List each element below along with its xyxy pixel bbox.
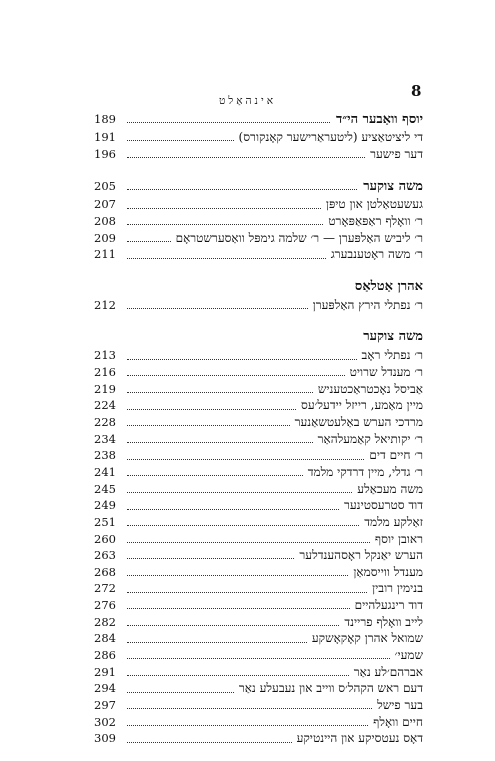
dot-leader bbox=[127, 641, 307, 643]
entry-title: די ליציטאַציע (ליטעראַרישער קאָנקורס) bbox=[238, 130, 423, 144]
dot-leader bbox=[127, 508, 339, 510]
entry-title: חיים וואָלף bbox=[373, 714, 423, 729]
entry-title: ר׳ משה ראָטענבערג bbox=[330, 247, 423, 262]
dot-leader bbox=[127, 257, 326, 259]
dot-leader bbox=[127, 458, 364, 460]
entry-title: לייב וואָלף פריינד bbox=[344, 614, 423, 629]
entry-title: געשעטאַלטן און טיפּן bbox=[325, 197, 423, 212]
entry-page-number: 209 bbox=[94, 230, 116, 245]
toc-section bbox=[94, 109, 423, 162]
entry-page-number: 297 bbox=[94, 697, 116, 712]
dot-leader bbox=[127, 574, 348, 576]
entry-page-number: 309 bbox=[94, 731, 116, 746]
toc-entry bbox=[94, 514, 423, 531]
entry-title: משה מעכאַלע bbox=[357, 481, 423, 496]
toc-section bbox=[94, 176, 423, 263]
author-name: יוסף וואַבער הי״ד bbox=[335, 112, 423, 127]
toc-entry bbox=[94, 647, 423, 664]
entry-page-number: 276 bbox=[94, 598, 116, 613]
toc-entry bbox=[94, 196, 423, 213]
table-of-contents bbox=[94, 109, 423, 761]
dot-leader bbox=[127, 724, 368, 726]
entry-page-number: 263 bbox=[94, 548, 116, 563]
dot-leader bbox=[127, 524, 359, 526]
entry-title: אַביסל נאָכטראַכטעניש bbox=[317, 381, 423, 396]
entry-page-number: 260 bbox=[94, 531, 116, 546]
entry-page-number: 212 bbox=[94, 297, 116, 312]
section-author-heading bbox=[94, 327, 423, 347]
entry-page-number: 291 bbox=[94, 664, 116, 679]
toc-entry bbox=[94, 213, 423, 230]
entry-page-number: 251 bbox=[94, 514, 116, 529]
entry-page-number: 196 bbox=[94, 146, 116, 161]
dot-leader bbox=[127, 358, 357, 360]
dot-leader bbox=[127, 121, 330, 123]
entry-title: ר׳ נפתלי הירץ האַלפּערן bbox=[312, 297, 423, 312]
dot-leader bbox=[127, 391, 313, 393]
dot-leader bbox=[127, 374, 345, 376]
entry-title: ר׳ ליביש האַלפּערן — ר׳ שלמה גימפּל וואַסערשטראָם bbox=[175, 230, 423, 245]
toc-entry bbox=[94, 481, 423, 498]
page-number: 8 bbox=[411, 82, 422, 100]
dot-leader bbox=[127, 691, 234, 693]
entry-page-number: 249 bbox=[94, 498, 116, 513]
section-author-heading bbox=[94, 109, 423, 129]
toc-entry bbox=[94, 664, 423, 681]
entry-title: ר׳ חיים דים bbox=[369, 448, 423, 463]
entry-title: ראובן יוסף bbox=[374, 531, 423, 546]
toc-entry bbox=[94, 730, 423, 747]
entry-page-number: 302 bbox=[94, 714, 116, 729]
dot-leader bbox=[127, 624, 339, 626]
entry-page-number: 224 bbox=[94, 398, 116, 413]
section-author-heading bbox=[94, 277, 423, 297]
entry-title: דוד רינגעלהיים bbox=[354, 598, 423, 613]
entry-title: דאָס נעטסיקע און היינטיקע bbox=[296, 731, 423, 746]
entry-title: דער פישער bbox=[370, 146, 423, 161]
entry-title: שמואל אהרן קאָקאָשקע bbox=[311, 631, 423, 646]
toc-entry bbox=[94, 129, 423, 146]
entry-title: ר׳ יקותיאל קאַמעלהאַר bbox=[317, 431, 423, 446]
toc-entry bbox=[94, 630, 423, 647]
entry-title: בער פישל bbox=[377, 697, 423, 712]
dot-leader bbox=[127, 607, 350, 609]
dot-leader bbox=[127, 424, 290, 426]
author-page-number: 205 bbox=[94, 179, 116, 194]
author-name: משה צוקער bbox=[363, 329, 423, 345]
toc-entry bbox=[94, 564, 423, 581]
toc-entry bbox=[94, 680, 423, 697]
toc-entry bbox=[94, 297, 423, 314]
entry-page-number: 207 bbox=[94, 197, 116, 212]
entry-page-number: 213 bbox=[94, 348, 116, 363]
dot-leader bbox=[127, 408, 296, 410]
entry-title: בנימין רובין bbox=[372, 581, 423, 596]
dot-leader bbox=[127, 188, 357, 190]
entry-page-number: 245 bbox=[94, 481, 116, 496]
entry-page-number: 241 bbox=[94, 464, 116, 479]
toc-entry bbox=[94, 347, 423, 364]
toc-entry bbox=[94, 580, 423, 597]
entry-title: מרדכי הערש באַלעטשאַנער bbox=[294, 415, 423, 430]
dot-leader bbox=[127, 491, 352, 493]
toc-entry bbox=[94, 547, 423, 564]
toc-entry bbox=[94, 397, 423, 414]
entry-title: הערש יאַנקל ראָסהענדלער bbox=[299, 548, 423, 563]
toc-entry bbox=[94, 246, 423, 263]
entry-page-number: 211 bbox=[94, 247, 116, 262]
entry-page-number: 208 bbox=[94, 213, 116, 228]
running-head: אינהאַלט bbox=[218, 95, 277, 107]
entry-page-number: 219 bbox=[94, 381, 116, 396]
entry-title: שמעי׳ bbox=[394, 648, 423, 663]
toc-entry bbox=[94, 146, 423, 163]
entry-page-number: 228 bbox=[94, 415, 116, 430]
dot-leader bbox=[127, 156, 365, 158]
entry-page-number: 216 bbox=[94, 365, 116, 380]
dot-leader bbox=[127, 240, 171, 242]
toc-entry bbox=[94, 597, 423, 614]
dot-leader bbox=[127, 307, 308, 309]
entry-title: ר׳ גדלי, מיין דרדקי מלמד bbox=[307, 464, 423, 479]
entry-page-number: 286 bbox=[94, 648, 116, 663]
dot-leader bbox=[127, 674, 349, 676]
dot-leader bbox=[127, 474, 303, 476]
entry-title: ר׳ מענדל שרויט bbox=[349, 365, 423, 380]
entry-title: מענדל ווייסמאַן bbox=[353, 564, 423, 579]
dot-leader bbox=[127, 707, 372, 709]
dot-leader bbox=[127, 741, 292, 743]
entry-title: דוד סטרעסטינער bbox=[344, 498, 423, 513]
dot-leader bbox=[127, 223, 323, 225]
dot-leader bbox=[127, 139, 234, 141]
toc-entry bbox=[94, 697, 423, 714]
entry-title: דעם ראש הקהל׳ס ווייב און נעבעלע נאַר bbox=[238, 681, 423, 696]
toc-entry bbox=[94, 364, 423, 381]
toc-entry bbox=[94, 531, 423, 548]
author-name: אהרן אַטלאַס bbox=[354, 278, 423, 294]
toc-entry bbox=[94, 464, 423, 481]
toc-entry bbox=[94, 414, 423, 431]
toc-section bbox=[94, 327, 423, 746]
dot-leader bbox=[127, 591, 367, 593]
section-author-heading bbox=[94, 176, 423, 196]
entry-page-number: 234 bbox=[94, 431, 116, 446]
author-page-number: 189 bbox=[94, 112, 116, 126]
toc-section bbox=[94, 277, 423, 314]
author-name: משה צוקער bbox=[363, 179, 423, 195]
entry-title: זאַלקע מלמד bbox=[364, 514, 423, 529]
entry-page-number: 282 bbox=[94, 614, 116, 629]
entry-page-number: 272 bbox=[94, 581, 116, 596]
entry-title: אברהם׳לע נאַר bbox=[353, 664, 423, 679]
dot-leader bbox=[127, 441, 313, 443]
dot-leader bbox=[127, 557, 294, 559]
entry-page-number: 268 bbox=[94, 564, 116, 579]
toc-entry bbox=[94, 497, 423, 514]
toc-entry bbox=[94, 714, 423, 731]
toc-entry bbox=[94, 447, 423, 464]
toc-entry bbox=[94, 614, 423, 631]
entry-title: ר׳ וואָלף ראַפּאַפּאָרט bbox=[328, 213, 423, 228]
toc-entry bbox=[94, 431, 423, 448]
toc-entry bbox=[94, 381, 423, 398]
entry-title: מיין מאַמע, רייזל יידעל׳עס bbox=[301, 398, 423, 413]
entry-page-number: 284 bbox=[94, 631, 116, 646]
entry-page-number: 238 bbox=[94, 448, 116, 463]
entry-page-number: 191 bbox=[94, 130, 116, 144]
entry-page-number: 294 bbox=[94, 681, 116, 696]
toc-entry bbox=[94, 230, 423, 247]
dot-leader bbox=[127, 541, 370, 543]
dot-leader bbox=[127, 657, 390, 659]
entry-title: ר׳ נפתלי ראָב bbox=[361, 348, 423, 363]
dot-leader bbox=[127, 207, 321, 209]
